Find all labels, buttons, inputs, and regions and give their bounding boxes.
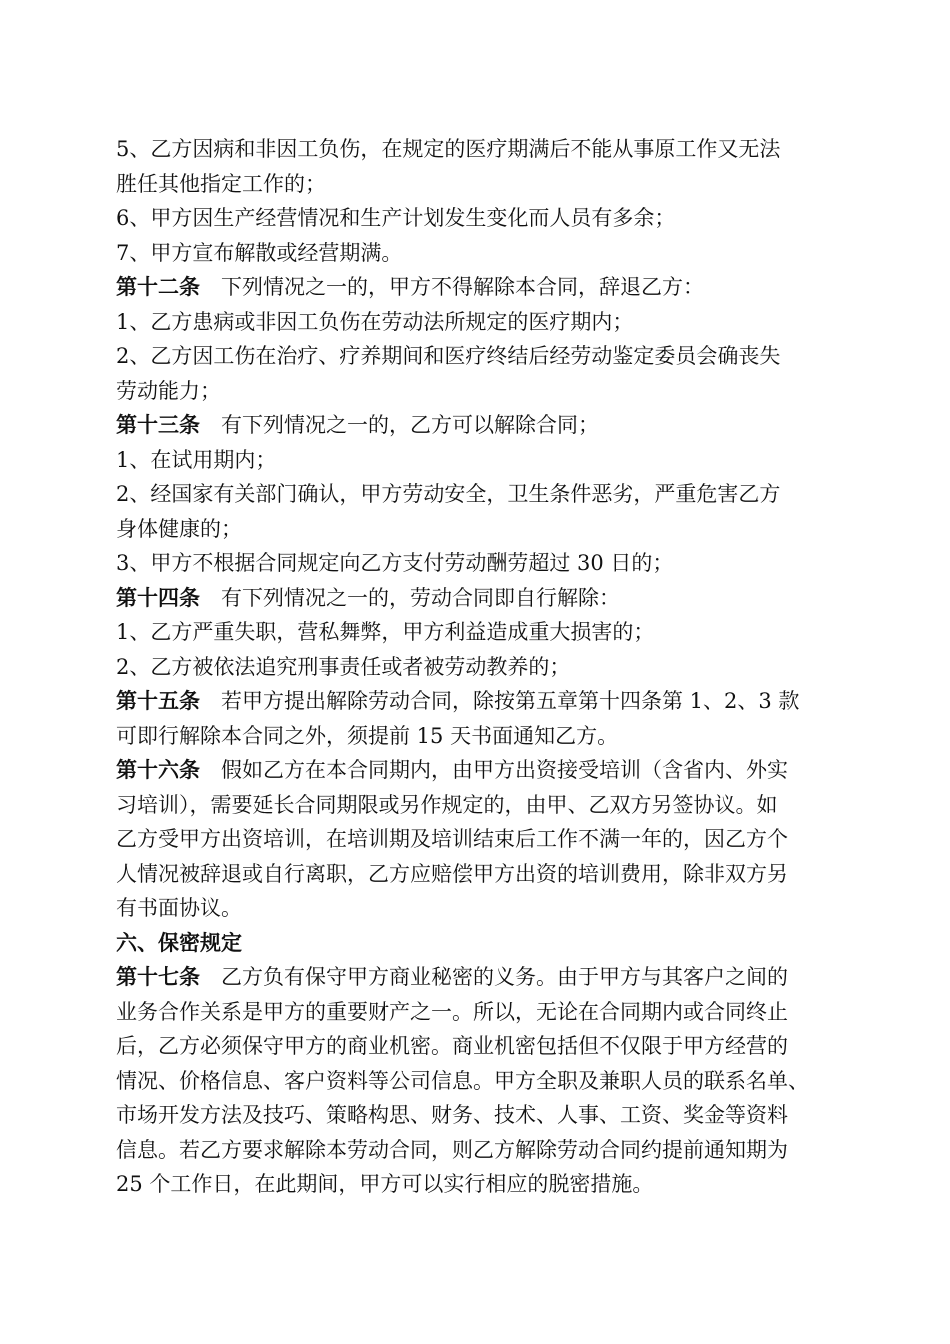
article-text: 假如乙方在本合同期内，由甲方出资接受培训（含省内、外实 [221, 758, 788, 782]
body-line: 2、经国家有关部门确认，甲方劳动安全，卫生条件恶劣，严重危害乙方 [116, 482, 781, 506]
body-line: 有书面协议。 [116, 896, 242, 920]
article-text: 有下列情况之一的，劳动合同即自行解除： [221, 585, 620, 610]
article-line [116, 408, 840, 443]
article-heading: 第十六条 [116, 758, 200, 782]
body-line: 业务合作关系是甲方的重要财产之一。所以，无论在合同期内或合同终止 [116, 999, 788, 1024]
article-heading: 第十四条 [116, 585, 200, 610]
body-line: 劳动能力； [116, 378, 221, 403]
body-line: 3、甲方不根据合同规定向乙方支付劳动酬劳超过 30 日的； [116, 551, 674, 575]
body-line: 信息。若乙方要求解除本劳动合同，则乙方解除劳动合同约提前通知期为 [116, 1137, 788, 1162]
article-line [116, 960, 840, 995]
article-line [116, 753, 840, 788]
body-line: 2、乙方被依法追究刑事责任或者被劳动教养的； [116, 654, 571, 679]
article-text: 若甲方提出解除劳动合同，除按第五章第十四条第 1、2、3 款 [221, 689, 800, 713]
article-heading: 第十五条 [116, 689, 200, 713]
article-line [116, 270, 840, 305]
body-line: 6、甲方因生产经营情况和生产计划发生变化而人员有多余； [116, 206, 676, 230]
article-heading: 第十七条 [116, 965, 200, 989]
article-text: 有下列情况之一的，乙方可以解除合同； [221, 413, 599, 437]
section-heading: 六、保密规定 [116, 930, 242, 955]
body-line: 人情况被辞退或自行离职，乙方应赔偿甲方出资的培训费用，除非双方另 [116, 861, 788, 886]
body-line: 1、乙方患病或非因工负伤在劳动法所规定的医疗期内； [116, 309, 634, 334]
body-line: 1、乙方严重失职，营私舞弊，甲方利益造成重大损害的； [116, 620, 655, 644]
article-heading: 第十三条 [116, 413, 200, 437]
body-line: 2、乙方因工伤在治疗、疗养期间和医疗终结后经劳动鉴定委员会确丧失 [116, 344, 781, 368]
article-heading: 第十二条 [116, 275, 200, 299]
article-text: 下列情况之一的，甲方不得解除本合同，辞退乙方： [221, 275, 704, 299]
body-line: 习培训），需要延长合同期限或另作规定的，由甲、乙双方另签协议。如 [116, 792, 778, 817]
document-body [116, 132, 840, 1202]
body-line: 胜任其他指定工作的； [116, 171, 326, 196]
article-line [116, 581, 840, 616]
body-line: 1、在试用期内； [116, 447, 277, 472]
body-line: 市场开发方法及技巧、策略构思、财务、技术、人事、工资、奖金等资料 [116, 1103, 788, 1127]
body-line: 后，乙方必须保守甲方的商业机密。商业机密包括但不仅限于甲方经营的 [116, 1034, 788, 1058]
body-line: 乙方受甲方出资培训，在培训期及培训结束后工作不满一年的，因乙方个 [116, 827, 788, 851]
body-line: 可即行解除本合同之外，须提前 15 天书面通知乙方。 [116, 723, 619, 748]
body-line: 情况、价格信息、客户资料等公司信息。甲方全职及兼职人员的联系名单、 [116, 1068, 809, 1093]
body-line: 身体健康的； [116, 516, 242, 541]
article-text: 乙方负有保守甲方商业秘密的义务。由于甲方与其客户之间的 [221, 965, 788, 989]
body-line: 7、甲方宣布解散或经营期满。 [116, 240, 403, 265]
body-line: 25 个工作日，在此期间，甲方可以实行相应的脱密措施。 [116, 1172, 654, 1196]
article-line [116, 684, 840, 719]
body-line: 5、乙方因病和非因工负伤，在规定的医疗期满后不能从事原工作又无法 [116, 137, 781, 161]
